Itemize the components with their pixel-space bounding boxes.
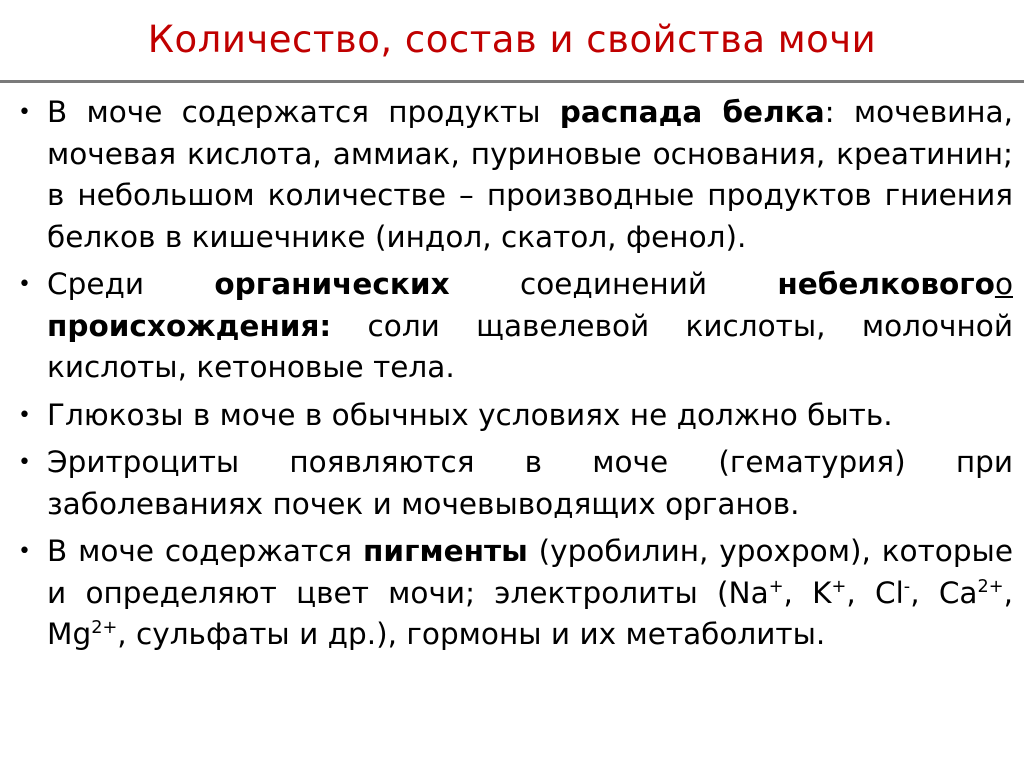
ion-charge: - [903,576,911,597]
bullet-emphasis: пигменты [363,534,528,568]
bullet-emphasis: происхождения: [47,308,332,343]
bullet-emphasis: органических [214,267,450,301]
bullet-text: соединений [449,267,778,301]
ion-charge: + [831,576,847,597]
slide-title: Количество, состав и свойства мочи [147,18,877,61]
bullet-text: В моче содержатся продукты [47,95,560,129]
bullet-item-organic-compounds [18,264,1013,389]
bullet-text: : мочевина, мочевая кислота, аммиак, пуриновые основания, креатинин; в небольшом количестве – производные продуктов гниения белков в кишечнике (индол, скатол, фенол). [47,95,1014,254]
bullet-item-protein-breakdown [18,92,1013,258]
bullet-text: , K [783,575,832,610]
bullet-text: , сульфаты и др.), гормоны и их метаболиты. [117,617,826,651]
bullet-text: Глюкозы в моче в обычных условиях не должно быть. [47,397,893,432]
bullet-text: В моче содержатся [47,534,364,568]
bullet-list [18,92,1013,662]
bullet-text: Среди [47,267,215,301]
bullet-text: , Mg [47,575,1013,651]
ion-charge: + [768,576,784,597]
bullet-item-glucose [18,395,1013,437]
bullet-text: , Ca [910,575,978,610]
ion-charge: 2+ [91,618,118,639]
bullet-item-pigments [18,531,1013,656]
bullet-icon: • [18,272,31,297]
bullet-text: соли щавелевой кислоты, молочной кислоты, кетоновые тела. [47,308,1013,384]
bullet-emphasis: небелкового [777,267,995,301]
bullet-item-erythrocytes [18,442,1013,525]
bullet-icon: • [18,539,31,564]
ion-charge: 2+ [977,576,1004,597]
bullet-icon: • [18,402,31,428]
bullet-underlined-letter: о [994,267,1013,301]
bullet-text: , Cl [846,575,904,610]
bullet-emphasis: распада белка [559,95,825,129]
bullet-text: (уробилин, урохром), которые и определяют цвет мочи; электролиты (Na [47,534,1013,610]
bullet-icon: • [18,450,31,475]
title-divider [0,80,1024,83]
bullet-icon: • [18,100,31,125]
bullet-text: Эритроциты появляются в моче (гематурия) при заболеваниях почек и мочевыводящих органов. [47,445,1013,521]
